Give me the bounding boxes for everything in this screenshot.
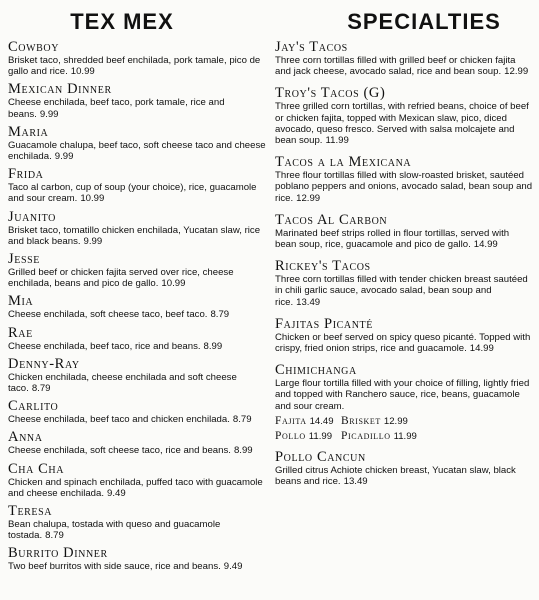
item-desc: Two beef burritos with side sauce, rice and beans. 9.49 <box>8 561 243 573</box>
item-name: Mia <box>8 293 34 310</box>
item-price: 13.49 <box>296 296 321 308</box>
item-name: Jesse <box>8 251 40 268</box>
tex-mex-column <box>8 0 266 600</box>
item-price: 8.79 <box>45 530 64 542</box>
item-name: Frida <box>8 166 44 183</box>
item-desc: Grilled citrus Achiote chicken breast, Yucatan slaw, black beans and rice. 13.49 <box>275 464 516 488</box>
item-name: Tacos Al Carbon <box>275 211 388 228</box>
chimi-option-brisket: Brisket 12.99 <box>341 414 408 427</box>
chimi-option-picadillo: Picadillo 11.99 <box>341 429 417 442</box>
item-name: Rickey's Tacos <box>275 258 371 275</box>
item-name: Pollo Cancun <box>275 448 366 465</box>
item-name: Denny-Ray <box>8 355 80 372</box>
item-desc: Three corn tortillas filled with grilled beef or chicken fajita and jack cheese, avocado salad, rice and bean soup. 12.99 <box>275 55 529 78</box>
item-name: Fajitas Picanté <box>275 315 373 332</box>
item-desc: Guacamole chalupa, beef taco, soft cheese taco and cheese enchilada. 9.99 <box>8 139 266 163</box>
item-name: Chimichanga <box>275 362 357 379</box>
item-price: 10.99 <box>80 193 105 205</box>
item-name: Troy's Tacos (G) <box>275 85 386 102</box>
item-desc: Three grilled corn tortillas, with refried beans, choice of beef or chicken fajita, topped with Mexican slaw, pico, diced avocado, queso fresco. Served with salsa molcajete and bean soup. 11.99 <box>275 101 529 147</box>
item-desc: Cheese enchilada, beef taco and chicken enchilada. 8.79 <box>8 414 252 426</box>
menu-item-chimichanga <box>275 363 533 412</box>
item-price: 10.99 <box>70 66 95 78</box>
item-desc: Cheese enchilada, beef taco, pork tamale, rice and beans. 9.99 <box>8 97 225 120</box>
item-desc: Chicken and spinach enchilada, puffed taco with guacamole and cheese enchilada. 9.49 <box>8 476 263 499</box>
item-price: 12.99 <box>504 66 529 78</box>
menu-item-burrito-dinner <box>8 546 266 572</box>
item-price: 9.99 <box>83 235 103 247</box>
item-price: 8.79 <box>31 383 51 395</box>
specialties-heading: SPECIALTIES <box>347 9 501 34</box>
chimichanga-options <box>275 415 533 442</box>
menu-item-jays-tacos <box>275 40 533 77</box>
menu-item-anna <box>8 430 266 456</box>
item-price: 13.49 <box>343 476 368 488</box>
menu-item-rae <box>8 326 266 352</box>
item-price: 8.99 <box>233 445 253 457</box>
menu-item-carlito <box>8 399 266 425</box>
item-price: 12.99 <box>296 192 321 204</box>
menu-item-cha-cha <box>8 462 266 499</box>
item-desc: Brisket taco, shredded beef enchilada, pork tamale, pico de gallo and rice. 10.99 <box>8 55 261 78</box>
chimi-option-pollo: Pollo 11.99 <box>275 429 333 442</box>
item-price: 11.99 <box>325 135 349 147</box>
item-name: Carlito <box>8 398 59 415</box>
item-desc: Grilled beef or chicken fajita served over rice, cheese enchilada, beans and pico de gallo. 10.99 <box>8 267 234 290</box>
menu-item-fajitas-picante <box>275 317 533 354</box>
menu-item-mia <box>8 294 266 320</box>
item-name: Tacos a la Mexicana <box>275 154 412 171</box>
item-desc: Taco al carbon, cup of soup (your choice), rice, guacamole and sour cream. 10.99 <box>8 182 257 205</box>
item-price: 14.99 <box>469 343 494 355</box>
item-name: Teresa <box>8 503 53 520</box>
item-price: 10.99 <box>161 278 186 290</box>
item-price: 8.99 <box>203 340 223 352</box>
item-name: Anna <box>8 429 43 446</box>
tex-mex-heading: TEX MEX <box>70 9 174 34</box>
item-desc: Three flour tortillas filled with slow-roasted brisket, sautéed poblano peppers and onions, avocado salad, bean soup and rice. 12.99 <box>275 170 533 204</box>
item-desc: Cheese enchilada, beef taco, rice and beans. 8.99 <box>8 340 223 352</box>
item-name: Burrito Dinner <box>8 545 108 562</box>
menu-item-juanito <box>8 210 266 247</box>
item-desc: Chicken or beef served on spicy queso picanté. Topped with crispy, fried onion strips, rice and guacamole. 14.99 <box>275 331 531 355</box>
item-name: Mexican Dinner <box>8 81 112 98</box>
item-desc: Brisket taco, tomatillo chicken enchilada, Yucatan slaw, rice and black beans. 9.99 <box>8 224 261 247</box>
menu-item-tacos-al-carbon <box>275 213 533 250</box>
item-price: 14.99 <box>473 239 498 251</box>
specialties-column <box>275 0 533 600</box>
menu-item-teresa <box>8 504 266 541</box>
menu-item-tacos-a-la-mexicana <box>275 155 533 204</box>
chimi-option-fajita: Fajita 14.49 <box>275 414 334 427</box>
item-name: Jay's Tacos <box>275 39 348 55</box>
item-name: Cowboy <box>8 39 60 55</box>
menu-item-pollo-cancun <box>275 450 533 487</box>
item-price: 9.49 <box>107 487 126 499</box>
item-name: Cha Cha <box>8 460 65 477</box>
item-desc: Three corn tortillas filled with tender chicken breast sautéed in chili garlic sauce, avocado salad, bean soup and rice. 13.49 <box>275 274 528 308</box>
menu-item-jesse <box>8 252 266 289</box>
item-desc: Large flour tortilla filled with your choice of filling, lightly fried and topped with Ranchero sauce, rice, beans, guacamole and sour cream. <box>275 378 530 412</box>
item-price: 9.99 <box>39 108 59 120</box>
item-desc: Cheese enchilada, soft cheese taco, rice and beans. 8.99 <box>8 445 253 457</box>
item-price: 9.99 <box>54 151 74 163</box>
item-price: 8.79 <box>210 309 230 321</box>
menu-item-cowboy <box>8 40 266 77</box>
menu-item-frida <box>8 167 266 204</box>
item-price: 9.49 <box>223 561 243 573</box>
item-name: Rae <box>8 324 33 341</box>
item-name: Maria <box>8 123 49 140</box>
menu-item-troys-tacos <box>275 86 533 146</box>
menu-item-mexican-dinner <box>8 82 266 119</box>
item-desc: Chicken enchilada, cheese enchilada and soft cheese taco. 8.79 <box>8 371 237 395</box>
item-desc: Bean chalupa, tostada with queso and guacamole tostada. 8.79 <box>8 519 221 542</box>
item-price: 8.79 <box>232 414 252 426</box>
menu-item-maria <box>8 125 266 162</box>
item-desc: Cheese enchilada, soft cheese taco, beef taco. 8.79 <box>8 309 230 321</box>
item-name: Juanito <box>8 208 56 225</box>
menu-item-rickeys-tacos <box>275 259 533 308</box>
item-desc: Marinated beef strips rolled in flour tortillas, served with bean soup, rice, guacamole and pico de gallo. 14.99 <box>275 227 510 251</box>
menu-item-denny-ray <box>8 357 266 394</box>
